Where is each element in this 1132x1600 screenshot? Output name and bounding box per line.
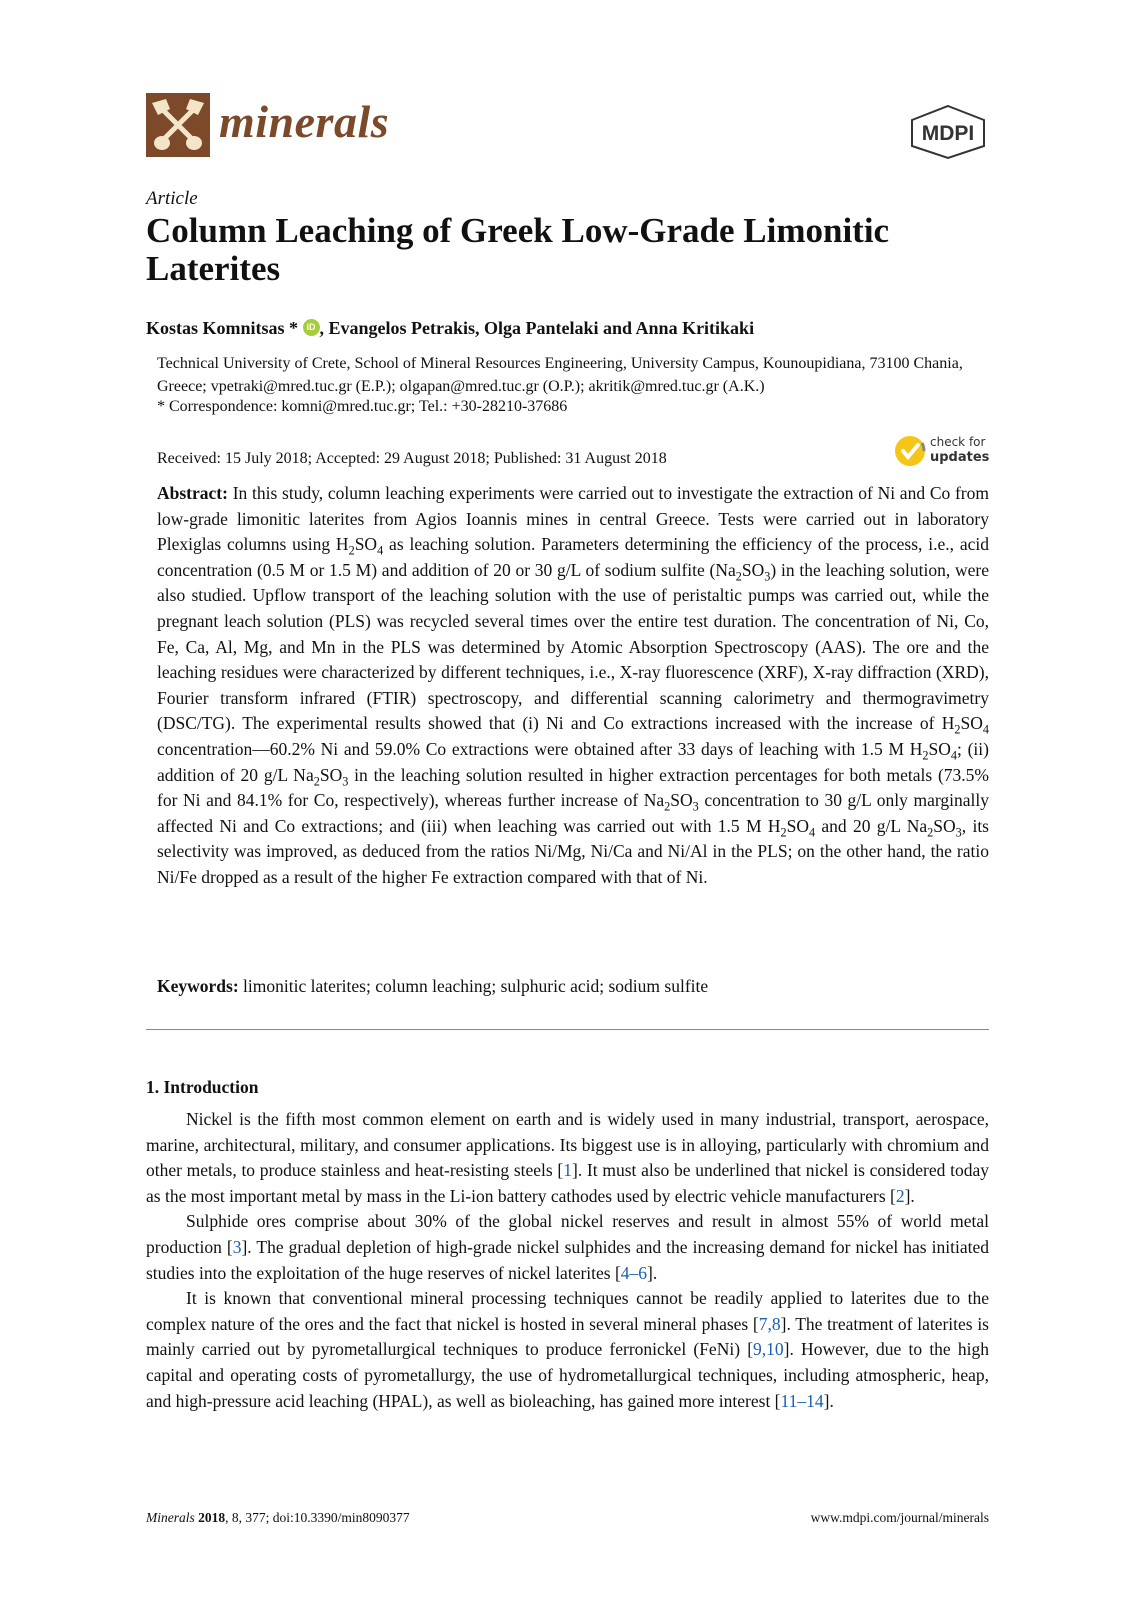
journal-name: minerals: [219, 96, 390, 147]
co-authors: , Evangelos Petrakis, Olga Pantelaki and Anna Kritikaki: [319, 318, 755, 338]
check-updates-line2: updates: [930, 450, 990, 465]
citation-link[interactable]: 4–6: [620, 1262, 648, 1283]
correspondence: * Correspondence: komni@mred.tuc.gr; Tel.: +30-28210-37686: [157, 398, 568, 415]
abstract-label: Abstract:: [157, 483, 228, 503]
paragraph: Nickel is the fifth most common element on earth and is widely used in many industrial, transport, aerospace, marine, architectural, military, and consumer applications. Its biggest use is in alloying, particularly with chromium and other metals, to produce stainless and heat-resisting steels [1]. It must also be underlined that nickel is considered today as the most important metal by mass in the Li-ion battery cathodes used by electric vehicle manufacturers [2].: [146, 1109, 989, 1206]
citation-link[interactable]: 1: [563, 1160, 573, 1181]
publication-dates: Received: 15 July 2018; Accepted: 29 August 2018; Published: 31 August 2018: [157, 450, 667, 467]
check-for-updates-badge[interactable]: [894, 433, 994, 469]
section-heading: 1. Introduction: [146, 1077, 259, 1097]
paragraph: It is known that conventional mineral processing techniques cannot be readily applied to laterites due to the complex nature of the ores and the fact that nickel is hosted in several mineral phases [7,8]. The treatment of laterites is mainly carried out by pyrometallurgical techniques to produce ferronickel (FeNi) [9,10]. However, due to the high capital and operating costs of pyrometallurgy, the use of hydrometallurgical techniques, including atmospheric, heap, and high-pressure acid leaching (HPAL), as well as bioleaching, has gained more interest [11–14].: [146, 1288, 989, 1411]
abstract: Abstract: In this study, column leaching experiments were carried out to investigate the extraction of Ni and Co from low-grade limonitic laterites from Agios Ioannis mines in central Greece. Tests were carried out in laboratory Plexiglas columns using $H_2SO_4$ as leaching solution. Parameters determining the efficiency of the process, i.e., acid concentration (0.5 M or 1.5 M) and addition of 20 or 30 g/L of sodium sulfite $(Na_2SO_3)$ in the leaching solution, were also studied. Upflow transport of the leaching solution with the use of peristaltic pumps was carried out, while the pregnant leach solution (PLS) was recycled several times over the entire test duration. The concentration of Ni, Co, Fe, Ca, Al, Mg, and Mn in the PLS was determined by Atomic Absorption Spectroscopy (AAS). The ore and the leaching residues were characterized by different techniques, i.e., X-ray fluorescence (XRF), X-ray diffraction (XRD), Fourier transform infrared (FTIR) spectroscopy, and differential scanning calorimetry and thermogravimetry (DSC/TG). The experimental results showed that (i) Ni and Co extractions increased with the increase of $H_2SO_4$ concentration—60.2% Ni and 59.0% Co extractions were obtained after 33 days of leaching with 1.5 M $H_2SO_4$; (ii) addition of 20 g/L $Na_2SO_3$ in the leaching solution resulted in higher extraction percentages for both metals (73.5% for Ni and 84.1% for Co, respectively), whereas further increase of $Na_2SO_3$ concentration to 30 g/L only marginally affected Ni and Co extractions; and (iii) when leaching was carried out with 1.5 M $H_2SO_4$ and 20 g/L $Na_2SO_3$, its selectivity was improved, as deduced from the ratios Ni/Mg, Ni/Ca and Ni/Al in the PLS; on the other hand, the ratio Ni/Fe dropped as a result of the higher Fe extraction compared with that of Ni.: [157, 483, 990, 887]
publisher-name: MDPI: [921, 122, 975, 145]
citation-link[interactable]: 2: [895, 1185, 905, 1206]
check-updates-line1: check for: [930, 435, 986, 449]
citation-link[interactable]: 3: [232, 1236, 242, 1257]
introduction-body: [146, 1107, 989, 1414]
paragraph: Sulphide ores comprise about 30% of the global nickel reserves and result in almost 55% of world metal production [3]. The gradual depletion of high-grade nickel sulphides and the increasing demand for nickel has initiated studies into the exploitation of the huge reserves of nickel laterites [4–6].: [146, 1211, 989, 1283]
corresponding-author: Kostas Komnitsas *: [146, 318, 299, 338]
citation-link[interactable]: 11–14: [780, 1390, 824, 1411]
mdpi-logo-icon: [908, 104, 988, 160]
keywords: [157, 976, 989, 997]
orcid-icon[interactable]: iD: [303, 319, 320, 336]
article-title: Column Leaching of Greek Low-Grade Limonitic Laterites: [146, 211, 890, 288]
journal-logo-icon: [146, 93, 210, 157]
author-list: [146, 318, 754, 339]
footer-journal-url[interactable]: www.mdpi.com/journal/minerals: [810, 1510, 989, 1525]
footer-citation: Minerals 2018, 8, 377; doi:10.3390/min8090377: [146, 1510, 410, 1525]
citation-link[interactable]: 7,8: [758, 1313, 781, 1334]
affiliation: Technical University of Crete, School of Mineral Resources Engineering, University Campus, Kounoupidiana, 73100 Chania, Greece; vpetraki@mred.tuc.gr (E.P.); olgapan@mred.tuc.gr (O.P.); akritik@mred.tuc.gr (A.K.): [157, 355, 963, 395]
article-type: Article: [146, 188, 198, 209]
citation-link[interactable]: 9,10: [753, 1339, 784, 1360]
check-updates-icon: [894, 435, 926, 467]
section-divider: [146, 1029, 989, 1030]
keywords-label: Keywords:: [157, 976, 239, 996]
keywords-text: limonitic laterites; column leaching; sulphuric acid; sodium sulfite: [238, 976, 709, 996]
